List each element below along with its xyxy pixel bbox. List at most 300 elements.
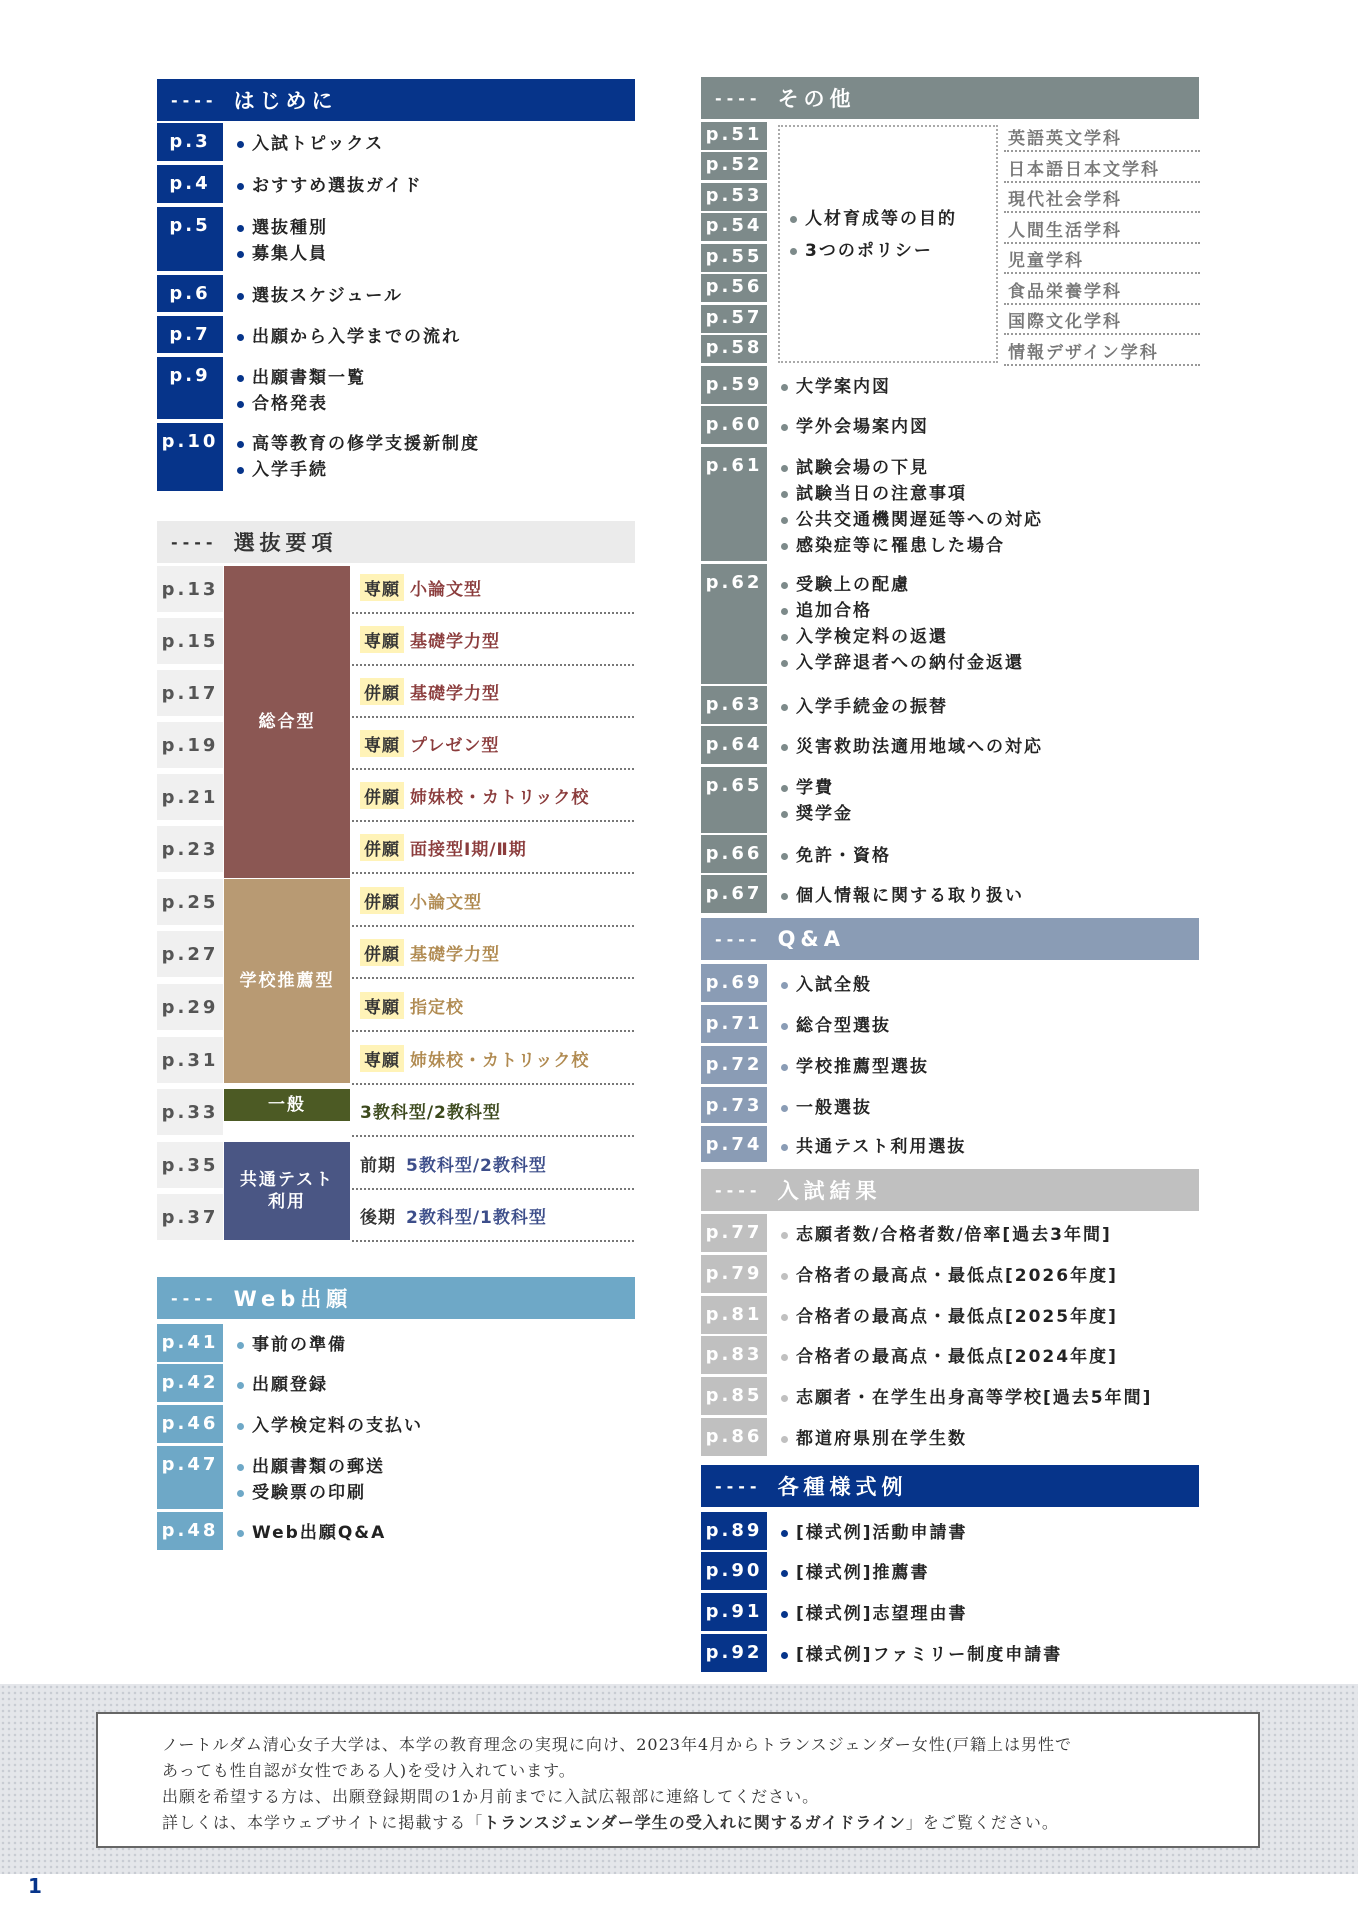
bullet-icon xyxy=(781,982,788,989)
toc-row[interactable] xyxy=(701,875,1024,913)
toc-item[interactable] xyxy=(781,1426,967,1452)
toc-item[interactable] xyxy=(781,572,1024,598)
selection-tag: 併願 xyxy=(360,834,404,861)
selection-row[interactable] xyxy=(352,1190,634,1242)
toc-item[interactable] xyxy=(781,374,891,400)
department-link[interactable]: 情報デザイン学科 xyxy=(1004,336,1200,366)
selection-row[interactable] xyxy=(352,980,634,1032)
toc-item[interactable] xyxy=(781,1013,891,1039)
toc-item[interactable] xyxy=(237,391,366,417)
page-link[interactable]: p.37 xyxy=(157,1194,223,1240)
page-link[interactable]: p.91 xyxy=(701,1593,767,1631)
toc-item[interactable] xyxy=(237,1332,347,1358)
toc-item[interactable] xyxy=(237,457,480,483)
toc-item[interactable] xyxy=(781,1560,930,1586)
bullet-icon xyxy=(781,491,788,498)
page-link[interactable]: p.17 xyxy=(157,670,223,716)
toc-item[interactable] xyxy=(781,883,1024,909)
page-link[interactable]: p.66 xyxy=(701,835,767,873)
page-link[interactable]: p.74 xyxy=(701,1126,767,1162)
bullet-icon xyxy=(781,704,788,711)
page-link[interactable]: p.85 xyxy=(701,1377,767,1415)
toc-item[interactable] xyxy=(781,533,1043,559)
toc-item[interactable] xyxy=(781,414,929,440)
toc-item[interactable] xyxy=(781,1601,968,1627)
department-link[interactable]: 人間生活学科 xyxy=(1004,214,1200,244)
bullet-icon xyxy=(781,1023,788,1030)
department-link[interactable]: 児童学科 xyxy=(1004,244,1200,274)
selection-label: 基礎学力型 xyxy=(410,631,500,652)
toc-row[interactable] xyxy=(701,1552,930,1590)
page-link[interactable]: p.5 xyxy=(157,207,223,271)
toc-row[interactable] xyxy=(701,726,1043,764)
selection-tag: 専願 xyxy=(360,574,404,601)
toc-row[interactable] xyxy=(701,1005,891,1043)
department-link[interactable]: 日本語日本文学科 xyxy=(1004,153,1200,183)
bullet-icon xyxy=(237,183,244,190)
page-link[interactable]: p.89 xyxy=(701,1512,767,1550)
page-link[interactable]: p.15 xyxy=(157,618,223,664)
toc-row[interactable] xyxy=(157,423,480,491)
toc-item[interactable] xyxy=(237,215,328,241)
toc-row[interactable] xyxy=(701,1087,872,1123)
toc-item-label: 人材育成等の目的 xyxy=(805,209,957,229)
bullet-icon xyxy=(781,582,788,589)
page-link[interactable]: p.60 xyxy=(701,406,767,444)
toc-row[interactable] xyxy=(701,366,891,404)
header-dash: ---- xyxy=(171,532,218,552)
page-link[interactable]: p.64 xyxy=(701,726,767,764)
toc-row[interactable] xyxy=(157,1512,386,1550)
bullet-icon xyxy=(237,1490,244,1497)
selection-tag: 併願 xyxy=(360,782,404,809)
notice-line: 出願を希望する方は、出願登録期間の1か月前までに入試広報部に連絡してください。 xyxy=(162,1787,820,1806)
toc-row[interactable] xyxy=(701,1593,968,1631)
section-header-senbatsu xyxy=(157,521,635,563)
toc-item-label: [様式例]推薦書 xyxy=(796,1563,930,1583)
selection-row[interactable] xyxy=(352,614,634,666)
toc-item-label: 出願から入学までの流れ xyxy=(252,327,461,347)
toc-item[interactable] xyxy=(237,1454,385,1480)
page-link[interactable]: p.31 xyxy=(157,1037,223,1083)
guideline-title: トランスジェンダー学生の受入れに関するガイドライン xyxy=(483,1813,906,1832)
selection-tag: 併願 xyxy=(360,887,404,914)
toc-item-label: 学費 xyxy=(796,778,834,798)
notice-text: 詳しくは、本学ウェブサイトに掲載する「 xyxy=(162,1813,484,1832)
bullet-icon xyxy=(781,1570,788,1577)
page-link[interactable]: p.47 xyxy=(157,1446,223,1509)
selection-label: 基礎学力型 xyxy=(410,683,500,704)
bullet-icon xyxy=(781,893,788,900)
bullet-icon xyxy=(237,293,244,300)
selection-row[interactable] xyxy=(352,875,634,927)
toc-item[interactable] xyxy=(237,283,403,309)
toc-row[interactable] xyxy=(701,406,929,444)
page-link[interactable]: p.48 xyxy=(157,1512,223,1550)
bullet-icon xyxy=(781,785,788,792)
toc-item[interactable] xyxy=(781,1520,968,1546)
page-link[interactable]: p.79 xyxy=(701,1255,767,1293)
selection-row[interactable] xyxy=(352,718,634,770)
page-link[interactable]: p.35 xyxy=(157,1142,223,1188)
toc-row[interactable] xyxy=(701,1046,929,1084)
toc-item-label: 総合型選抜 xyxy=(796,1016,891,1036)
bullet-icon xyxy=(237,1342,244,1349)
toc-item-label: 共通テスト利用選抜 xyxy=(796,1137,967,1157)
section-title: Web出願 xyxy=(233,1287,353,1311)
selection-row[interactable] xyxy=(352,1138,634,1190)
toc-row[interactable] xyxy=(701,1634,1062,1672)
selection-tag: 併願 xyxy=(360,678,404,705)
page-link[interactable]: p.9 xyxy=(157,357,223,419)
toc-item[interactable] xyxy=(781,694,948,720)
bullet-icon xyxy=(237,225,244,232)
toc-item-label: [様式例]活動申請書 xyxy=(796,1523,968,1543)
bullet-icon xyxy=(781,744,788,751)
toc-item[interactable] xyxy=(237,131,384,157)
toc-item[interactable] xyxy=(781,972,872,998)
selection-label: 5教科型/2教科型 xyxy=(406,1155,547,1176)
toc-item[interactable] xyxy=(237,1372,328,1398)
toc-item-label: 選抜スケジュール xyxy=(252,286,403,306)
department-link[interactable]: 英語英文学科 xyxy=(1004,122,1200,152)
page-link[interactable]: p.7 xyxy=(157,316,223,353)
page-link[interactable]: p.4 xyxy=(157,165,223,203)
toc-item[interactable] xyxy=(237,365,366,391)
toc-item[interactable] xyxy=(237,1520,386,1546)
page-link[interactable]: p.67 xyxy=(701,875,767,913)
selection-tag: 専願 xyxy=(360,1045,404,1072)
toc-item-label: 入学手続金の振替 xyxy=(796,697,948,717)
page-link[interactable]: p.19 xyxy=(157,722,223,768)
toc-row[interactable] xyxy=(701,1296,1118,1334)
category-block: 学校推薦型 xyxy=(224,879,350,1083)
selection-label: 姉妹校・カトリック校 xyxy=(410,787,590,808)
toc-items xyxy=(223,316,461,353)
toc-items xyxy=(223,275,403,312)
toc-items xyxy=(223,123,384,161)
toc-item-label: 都道府県別在学生数 xyxy=(796,1429,967,1449)
selection-label: 姉妹校・カトリック校 xyxy=(410,1050,590,1071)
page-link[interactable]: p.33 xyxy=(157,1089,223,1135)
page-link[interactable]: p.51 xyxy=(701,122,767,150)
toc-item[interactable] xyxy=(790,235,957,267)
toc-item[interactable] xyxy=(781,455,1043,481)
header-dash: ---- xyxy=(171,1288,218,1308)
page-link[interactable]: p.62 xyxy=(701,564,767,684)
page-link[interactable]: p.92 xyxy=(701,1634,767,1672)
toc-item-label: [様式例]ファミリー制度申請書 xyxy=(796,1645,1063,1665)
toc-items xyxy=(767,1046,929,1084)
toc-row[interactable] xyxy=(701,1336,1118,1374)
toc-row[interactable] xyxy=(157,207,328,271)
toc-item-label: 免許・資格 xyxy=(796,846,891,866)
bullet-icon xyxy=(781,1611,788,1618)
toc-item-label: 入学検定料の返還 xyxy=(796,627,948,647)
selection-label: 小論文型 xyxy=(410,579,482,600)
toc-item[interactable] xyxy=(781,1222,1112,1248)
bullet-icon xyxy=(781,424,788,431)
category-block: 総合型 xyxy=(224,566,350,878)
toc-item[interactable] xyxy=(781,481,1043,507)
bullet-icon xyxy=(781,1652,788,1659)
page-link[interactable]: p.56 xyxy=(701,274,767,302)
selection-label: 小論文型 xyxy=(410,892,482,913)
page-link[interactable]: p.61 xyxy=(701,447,767,561)
bullet-icon xyxy=(781,517,788,524)
selection-label: 面接型Ⅰ期/Ⅱ期 xyxy=(410,839,527,860)
page-link[interactable]: p.77 xyxy=(701,1214,767,1252)
toc-item[interactable] xyxy=(237,324,461,350)
toc-items xyxy=(767,726,1043,764)
toc-item[interactable] xyxy=(781,1095,872,1121)
bullet-icon xyxy=(781,384,788,391)
category-block: 共通テスト 利用 xyxy=(224,1142,350,1240)
bullet-icon xyxy=(237,1464,244,1471)
page-link[interactable]: p.41 xyxy=(157,1324,223,1362)
page-link[interactable]: p.42 xyxy=(157,1364,223,1402)
notice-line: ノートルダム清心女子大学は、本学の教育理念の実現に向け、2023年4月からトランスジェンダー女性(戸籍上は男性で xyxy=(162,1735,1072,1754)
department-link[interactable]: 食品栄養学科 xyxy=(1004,275,1200,305)
toc-items xyxy=(223,165,423,203)
selection-row[interactable] xyxy=(352,770,634,822)
toc-item[interactable] xyxy=(781,507,1043,533)
toc-row[interactable] xyxy=(157,316,461,353)
toc-row[interactable] xyxy=(157,123,384,161)
toc-item[interactable] xyxy=(781,598,1024,624)
selection-label: 3教科型/2教科型 xyxy=(360,1102,501,1123)
toc-item-label: 大学案内図 xyxy=(796,377,891,397)
header-dash: ---- xyxy=(715,1476,762,1496)
page-link[interactable]: p.69 xyxy=(701,964,767,1002)
page-link[interactable]: p.27 xyxy=(157,931,223,977)
selection-tag: 専願 xyxy=(360,992,404,1019)
toc-row[interactable] xyxy=(157,1364,328,1402)
toc-row[interactable] xyxy=(157,1324,347,1362)
page-link[interactable]: p.13 xyxy=(157,566,223,612)
toc-items xyxy=(767,1126,966,1162)
bullet-icon xyxy=(790,248,797,255)
toc-item-label: 出願登録 xyxy=(252,1375,328,1395)
page-link[interactable]: p.46 xyxy=(157,1405,223,1443)
selection-row[interactable] xyxy=(352,927,634,979)
bullet-icon xyxy=(237,401,244,408)
toc-items xyxy=(767,564,1024,684)
section-title: その他 xyxy=(777,87,856,111)
selection-label: プレゼン型 xyxy=(410,735,500,756)
toc-items xyxy=(767,1552,930,1590)
toc-item[interactable] xyxy=(237,1480,385,1506)
toc-items xyxy=(767,1214,1112,1252)
toc-row[interactable] xyxy=(701,767,853,833)
page-link[interactable]: p.29 xyxy=(157,984,223,1030)
toc-items xyxy=(767,1255,1118,1293)
toc-items xyxy=(223,423,480,491)
toc-item-label: 個人情報に関する取り扱い xyxy=(796,886,1024,906)
page-link[interactable]: p.54 xyxy=(701,213,767,241)
toc-items xyxy=(767,1005,891,1043)
toc-row[interactable] xyxy=(157,165,423,203)
toc-item-label: おすすめ選抜ガイド xyxy=(252,176,423,196)
toc-row[interactable] xyxy=(157,275,403,312)
toc-row[interactable] xyxy=(701,1255,1118,1293)
page-link[interactable]: p.25 xyxy=(157,879,223,925)
toc-item-label: 一般選抜 xyxy=(796,1098,872,1118)
page-link[interactable]: p.63 xyxy=(701,686,767,724)
section-header-hajimeni xyxy=(157,79,635,121)
toc-row[interactable] xyxy=(701,835,891,873)
toc-item-label: 試験当日の注意事項 xyxy=(796,484,967,504)
toc-item[interactable] xyxy=(781,1344,1118,1370)
bullet-icon xyxy=(781,1395,788,1402)
toc-item[interactable] xyxy=(781,843,891,869)
page-link[interactable]: p.73 xyxy=(701,1087,767,1123)
notice-line: あっても性自認が女性である人)を受け入れています。 xyxy=(162,1761,576,1780)
toc-item[interactable] xyxy=(790,203,957,235)
selection-row[interactable] xyxy=(352,562,634,614)
toc-item[interactable] xyxy=(781,1263,1118,1289)
toc-items xyxy=(767,406,929,444)
bullet-icon xyxy=(781,853,788,860)
page-link[interactable]: p.6 xyxy=(157,275,223,312)
toc-item[interactable] xyxy=(781,1304,1118,1330)
bullet-icon xyxy=(781,811,788,818)
bullet-icon xyxy=(781,543,788,550)
page-link[interactable]: p.86 xyxy=(701,1418,767,1456)
toc-item[interactable] xyxy=(781,734,1043,760)
toc-item[interactable] xyxy=(781,1054,929,1080)
toc-items xyxy=(223,1405,423,1443)
section-header-kekka xyxy=(701,1169,1199,1211)
toc-item[interactable] xyxy=(781,801,853,827)
header-dash: ---- xyxy=(715,929,762,949)
toc-items xyxy=(223,1512,386,1550)
toc-item-label: 合格者の最高点・最低点[2026年度] xyxy=(796,1266,1118,1286)
toc-item-label: 志願者・在学生出身高等学校[過去5年間] xyxy=(796,1388,1153,1408)
toc-item-label: 出願書類の郵送 xyxy=(252,1457,385,1477)
toc-items xyxy=(223,207,328,271)
transgender-notice xyxy=(96,1712,1260,1848)
page-link[interactable]: p.83 xyxy=(701,1336,767,1374)
toc-row[interactable] xyxy=(157,357,366,419)
toc-row[interactable] xyxy=(157,1405,423,1443)
toc-row[interactable] xyxy=(701,964,872,1002)
toc-item-label: 受験上の配慮 xyxy=(796,575,910,595)
page-link[interactable]: p.59 xyxy=(701,366,767,404)
section-header-sonota xyxy=(701,77,1199,119)
page-link[interactable]: p.23 xyxy=(157,826,223,872)
toc-item[interactable] xyxy=(237,173,423,199)
page-link[interactable]: p.3 xyxy=(157,123,223,161)
page-link[interactable]: p.72 xyxy=(701,1046,767,1084)
toc-item-label: [様式例]志望理由書 xyxy=(796,1604,968,1624)
toc-item-label: 志願者数/合格者数/倍率[過去3年間] xyxy=(796,1225,1112,1245)
bullet-icon xyxy=(781,1064,788,1071)
toc-item-label: 入学辞退者への納付金返還 xyxy=(796,653,1024,673)
selection-row[interactable] xyxy=(352,822,634,874)
purpose-items xyxy=(780,203,957,267)
toc-item-label: 事前の準備 xyxy=(252,1335,347,1355)
toc-items xyxy=(767,1377,1152,1415)
page-link[interactable]: p.90 xyxy=(701,1552,767,1590)
section-title: 入試結果 xyxy=(777,1179,882,1203)
department-link[interactable]: 現代社会学科 xyxy=(1004,183,1200,213)
toc-item[interactable] xyxy=(237,241,328,267)
page-link[interactable]: p.55 xyxy=(701,244,767,272)
page-link[interactable]: p.52 xyxy=(701,152,767,180)
page-link[interactable]: p.21 xyxy=(157,774,223,820)
toc-row[interactable] xyxy=(701,686,948,724)
bullet-icon xyxy=(237,334,244,341)
toc-item[interactable] xyxy=(781,1642,1062,1668)
toc-items xyxy=(767,686,948,724)
toc-item-label: 入学手続 xyxy=(252,460,328,480)
toc-items xyxy=(223,1446,385,1509)
section-title: はじめに xyxy=(233,89,338,113)
toc-item[interactable] xyxy=(237,431,480,457)
page-link[interactable]: p.10 xyxy=(157,423,223,491)
bullet-icon xyxy=(781,1436,788,1443)
toc-item-label: Web出願Q&A xyxy=(252,1523,387,1543)
selection-label: 2教科型/1教科型 xyxy=(406,1207,547,1228)
notice-line xyxy=(162,1810,1258,1836)
page-link[interactable]: p.81 xyxy=(701,1296,767,1334)
toc-item-label: 募集人員 xyxy=(252,244,328,264)
page-link[interactable]: p.71 xyxy=(701,1005,767,1043)
toc-item[interactable] xyxy=(781,1385,1152,1411)
department-link[interactable]: 国際文化学科 xyxy=(1004,305,1200,335)
page-link[interactable]: p.65 xyxy=(701,767,767,833)
toc-item[interactable] xyxy=(781,624,1024,650)
selection-row[interactable] xyxy=(352,666,634,718)
category-block: 一般 xyxy=(224,1089,350,1121)
toc-row[interactable] xyxy=(701,564,1024,684)
selection-row[interactable] xyxy=(352,1085,634,1137)
page-link[interactable]: p.58 xyxy=(701,335,767,363)
toc-items xyxy=(767,767,853,833)
selection-row[interactable] xyxy=(352,1033,634,1085)
header-dash: ---- xyxy=(171,90,218,110)
toc-item[interactable] xyxy=(781,1134,966,1160)
toc-row[interactable] xyxy=(701,1418,967,1456)
toc-row[interactable] xyxy=(157,1446,385,1509)
bullet-icon xyxy=(237,1382,244,1389)
toc-items xyxy=(767,1087,872,1123)
toc-row[interactable] xyxy=(701,1512,968,1550)
toc-row[interactable] xyxy=(701,1377,1152,1415)
bullet-icon xyxy=(781,608,788,615)
toc-row[interactable] xyxy=(701,1214,1112,1252)
notice-text: 」をご覧ください。 xyxy=(905,1813,1059,1832)
toc-row[interactable] xyxy=(701,447,1043,561)
toc-items xyxy=(767,964,872,1002)
page-number: 1 xyxy=(28,1874,42,1898)
toc-item-label: 入試トピックス xyxy=(252,134,385,154)
toc-row[interactable] xyxy=(701,1126,966,1162)
toc-items xyxy=(767,1418,967,1456)
page-link[interactable]: p.57 xyxy=(701,305,767,333)
section-header-web xyxy=(157,1277,635,1319)
toc-item[interactable] xyxy=(781,775,853,801)
toc-item[interactable] xyxy=(781,650,1024,676)
page-link[interactable]: p.53 xyxy=(701,183,767,211)
toc-items xyxy=(767,1296,1118,1334)
toc-item-label: 追加合格 xyxy=(796,601,872,621)
toc-item[interactable] xyxy=(237,1413,423,1439)
selection-label: 指定校 xyxy=(410,997,464,1018)
bullet-icon xyxy=(237,141,244,148)
toc-item-label: 災害救助法適用地域への対応 xyxy=(796,737,1043,757)
